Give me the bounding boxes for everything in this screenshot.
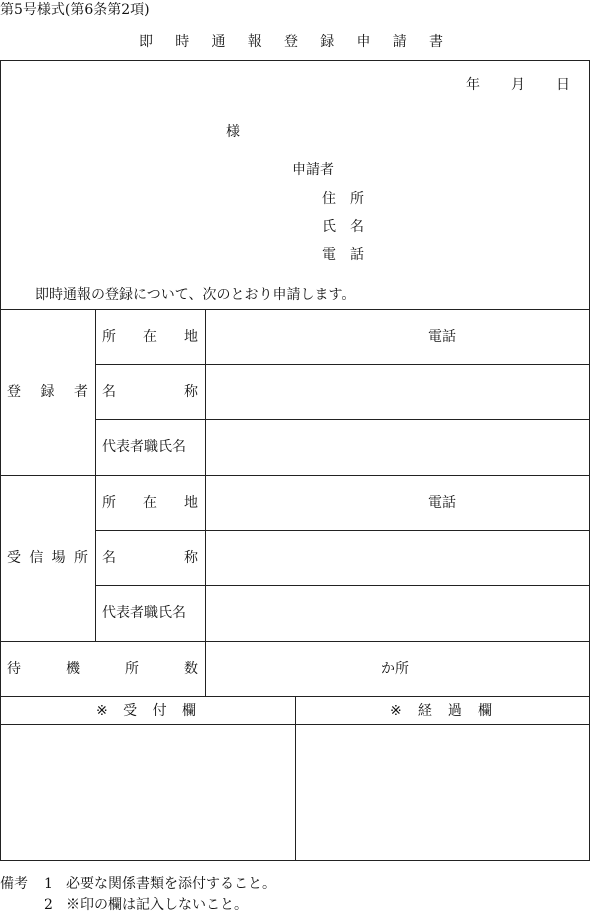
registrant-label: 登 録 者 xyxy=(7,384,88,400)
notes-title: 備考 xyxy=(0,876,28,892)
note-text: 必要な関係書類を添付すること。 xyxy=(66,876,276,892)
title-char: 通 xyxy=(211,34,226,50)
standby-count-field[interactable] xyxy=(206,642,589,696)
phone-label: 電 話 xyxy=(322,247,364,263)
registrant-name-label: 名 称 xyxy=(102,384,198,400)
address-label: 住 所 xyxy=(322,191,364,207)
registrant-rep-label: 代表者職氏名 xyxy=(102,439,186,455)
receiver-name-field[interactable] xyxy=(206,531,589,585)
form-title xyxy=(139,34,443,50)
receiver-location-field[interactable] xyxy=(206,476,589,530)
title-char: 登 xyxy=(284,34,298,50)
applicant-label: 申請者 xyxy=(292,162,334,178)
name-label: 氏 名 xyxy=(322,219,364,235)
receiver-rep-label: 代表者職氏名 xyxy=(102,605,186,621)
form-number: 第5号様式(第6条第2項) xyxy=(0,2,150,18)
title-char: 報 xyxy=(247,34,262,50)
registrant-rep-field[interactable] xyxy=(206,420,589,475)
title-char: 時 xyxy=(175,34,190,50)
receiver-location-label: 所 在 地 xyxy=(102,495,198,511)
title-char: 即 xyxy=(139,34,153,50)
date-month: 月 xyxy=(511,77,525,93)
progress-field xyxy=(296,725,589,860)
receiver-rep-field[interactable] xyxy=(206,586,589,641)
date-year: 年 xyxy=(466,77,480,93)
standby-unit: か所 xyxy=(381,661,409,677)
progress-column-label: ※ 経 過 欄 xyxy=(390,703,492,719)
registrant-phone-label: 電話 xyxy=(428,329,456,345)
registrant-location-label: 所 在 地 xyxy=(102,329,198,345)
addressee-suffix: 様 xyxy=(226,124,240,140)
registrant-location-field[interactable] xyxy=(206,310,589,364)
title-char: 申 xyxy=(356,34,371,50)
note-number: 2 xyxy=(44,897,53,913)
title-char: 録 xyxy=(320,34,335,50)
note-number: 1 xyxy=(44,876,53,892)
application-statement: 即時通報の登録について、次のとおり申請します。 xyxy=(35,287,356,303)
reception-field xyxy=(1,725,295,860)
reception-column-label: ※ 受 付 欄 xyxy=(96,703,196,719)
receiver-phone-label: 電話 xyxy=(428,495,456,511)
title-char: 書 xyxy=(429,34,443,50)
registrant-name-field[interactable] xyxy=(206,365,589,419)
receiver-name-label: 名 称 xyxy=(102,550,198,566)
note-text: ※印の欄は記入しないこと。 xyxy=(66,897,248,913)
standby-count-label: 待 機 所 数 xyxy=(7,661,198,677)
date-day: 日 xyxy=(556,77,570,93)
receiver-label: 受 信 場 所 xyxy=(7,550,88,566)
title-char: 請 xyxy=(392,34,407,50)
